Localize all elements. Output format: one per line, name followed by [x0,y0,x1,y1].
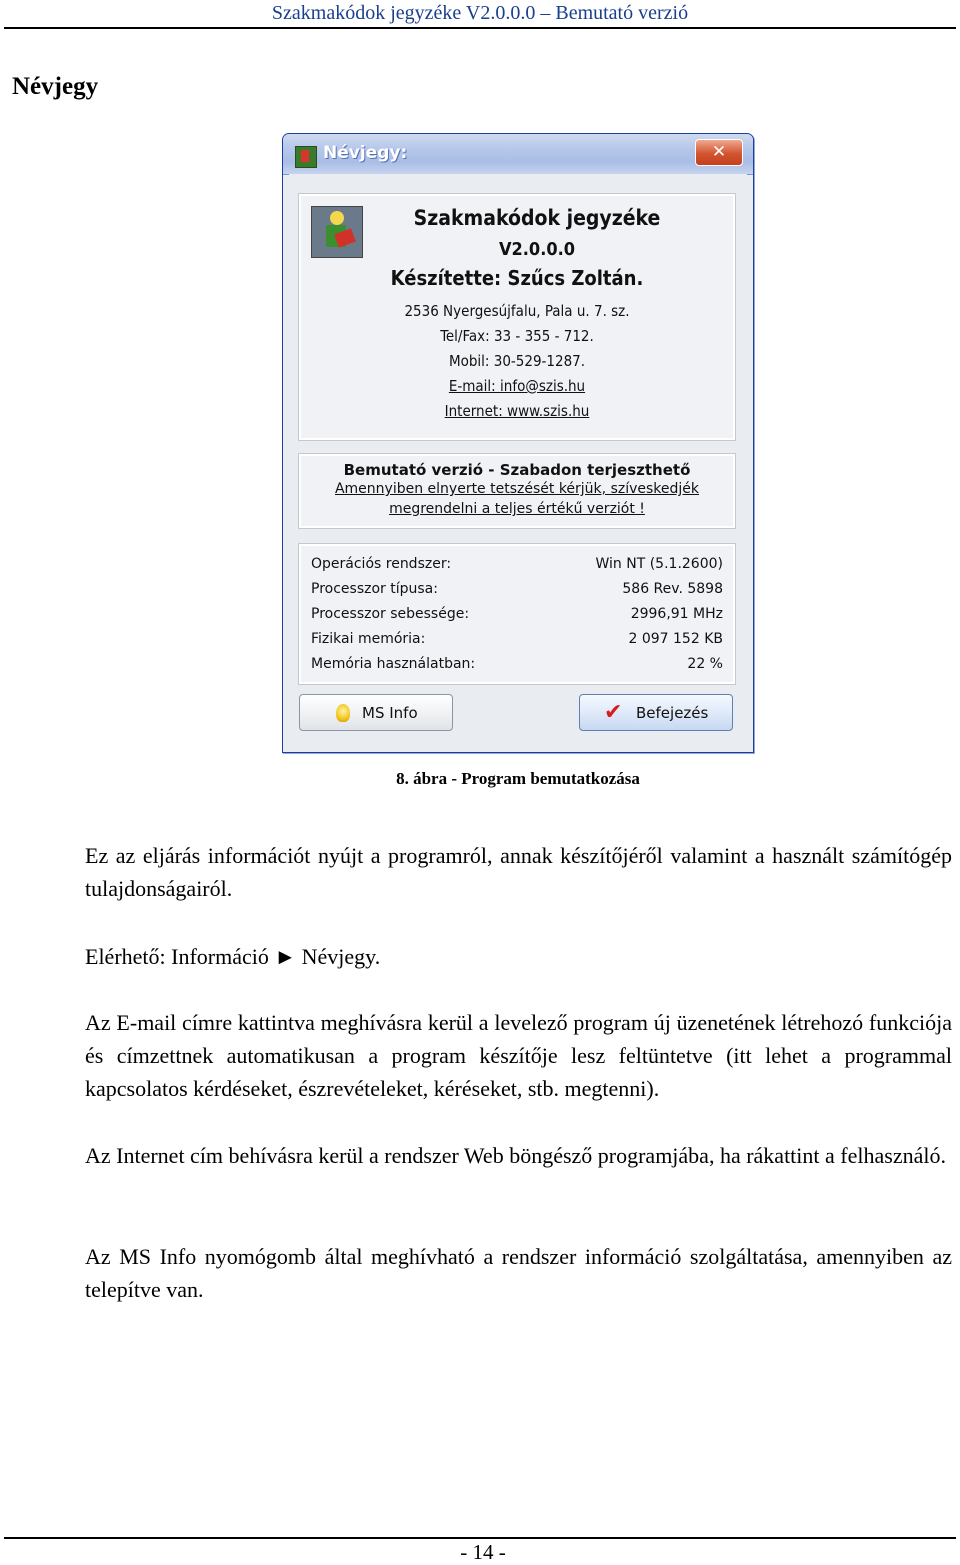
internet-link[interactable]: Internet: www.szis.hu [444,402,590,420]
address: 2536 Nyergesújfalu, Pala u. 7. sz. [404,302,630,320]
demo-heading: Bemutató verzió - Szabadon terjeszthető [343,461,691,479]
finish-label: Befejezés [636,704,709,722]
running-header: Szakmakódok jegyzéke V2.0.0.0 – Bemutató verzió [271,2,689,24]
close-icon: ✕ [711,142,727,162]
checkmark-icon: ✔ [604,700,623,725]
dialog-titlebar[interactable] [283,134,753,175]
system-row-os [311,556,723,578]
system-row-memory [311,631,723,653]
header-rule [4,27,956,29]
paragraph-intro: Ez az eljárás információt nyújt a programról, annak készítőjéről valamint a használt számítógép tulajdonságairól. [85,843,952,901]
system-row-cpu-type [311,581,723,603]
email-link[interactable]: E-mail: info@szis.hu [448,377,586,395]
system-label: Processzor típusa: [311,581,438,597]
ms-info-label: MS Info [362,704,418,722]
author: Készítette: Szűcs Zoltán. [390,266,644,290]
finish-button[interactable] [579,694,733,731]
system-label: Memória használatban: [311,656,476,672]
paragraph-access: Elérhető: Információ ► Névjegy. [85,944,381,969]
system-value: 2996,91 MHz [630,606,723,622]
system-row-memory-usage [311,656,723,678]
dialog-title: Névjegy: [323,143,408,163]
system-label: Processzor sebessége: [311,606,470,622]
info-panel [299,194,735,440]
footer-rule [4,1537,956,1539]
system-label: Operációs rendszer: [311,556,452,572]
system-value: 2 097 152 KB [628,631,723,647]
paragraph-internet: Az Internet cím behívásra kerül a rendszer Web böngésző programjába, ha rákattint a felhasználó. [85,1143,946,1168]
app-version: V2.0.0.0 [498,239,576,260]
app-title-icon [295,146,317,168]
ms-info-button[interactable] [299,694,453,731]
tel-fax: Tel/Fax: 33 - 355 - 712. [440,327,594,345]
page-number: - 14 - [460,1540,506,1564]
system-value: 586 Rev. 5898 [622,581,723,597]
demo-order-link-line1[interactable]: Amennyiben elnyerte tetszését kérjük, szíveskedjék [334,481,700,497]
lightbulb-icon [336,704,350,722]
about-dialog [282,133,754,753]
paragraph-msinfo: Az MS Info nyomógomb által meghívható a rendszer információ szolgáltatása, amennyiben az telepítve van. [85,1244,952,1302]
system-value: Win NT (5.1.2600) [595,556,723,572]
system-row-cpu-speed [311,606,723,628]
demo-order-link-line2[interactable]: megrendelni a teljes értékű verziót ! [389,501,645,517]
app-name: Szakmakódok jegyzéke [413,206,661,230]
figure-caption: 8. ábra - Program bemutatkozása [396,769,640,788]
mobile: Mobil: 30-529-1287. [448,352,586,370]
demo-panel [299,454,735,528]
system-label: Fizikai memória: [311,631,426,647]
section-title: Névjegy [12,73,99,100]
paragraph-email: Az E-mail címre kattintva meghívásra kerül a levelező program új üzenetének létrehozó funkciója és címzettnek automatikusan a program készítője lesz feltüntetve (itt lehet a programmal kapcsolatos kérdéseket, észrevételeket, kéréseket, stb. megtenni). [85,1010,952,1101]
close-button[interactable] [695,139,743,166]
system-info-panel [299,544,735,684]
system-value: 22 % [687,656,723,672]
